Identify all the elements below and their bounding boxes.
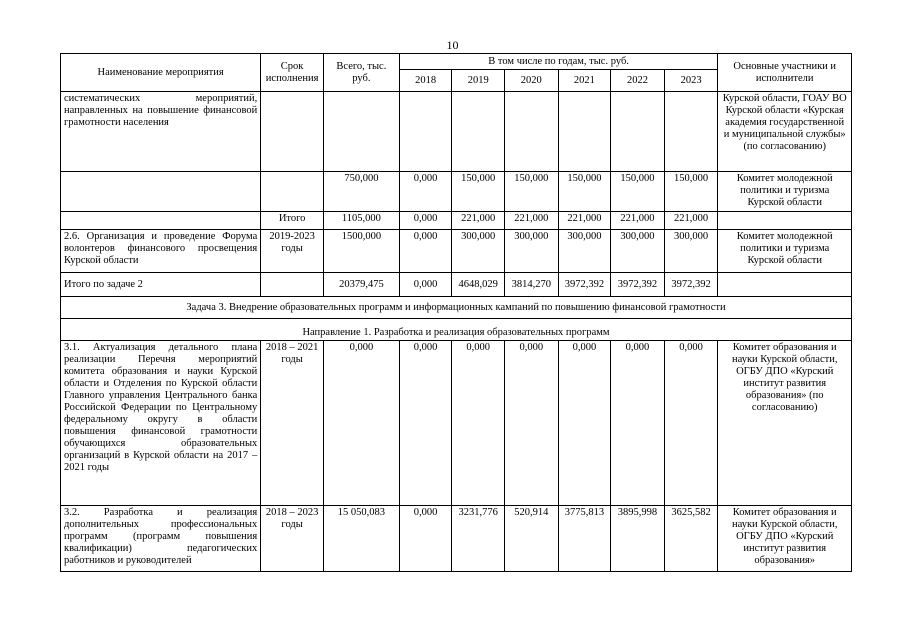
table-row [61, 230, 852, 273]
participants: Комитет образования и науки Курской области, ОГБУ ДПО «Курский институт развития образования» (по согласованию) [718, 341, 852, 506]
table-row [61, 172, 852, 212]
header-total: Всего, тыс. руб. [323, 54, 399, 92]
year-value: 0,000 [611, 341, 665, 506]
year-value: 0,000 [399, 172, 452, 212]
year-value: 221,000 [664, 212, 718, 230]
year-value: 150,000 [558, 172, 611, 212]
year-value: 3814,270 [504, 273, 558, 297]
header-year: 2020 [504, 70, 558, 92]
total-value: 0,000 [323, 341, 399, 506]
year-value: 0,000 [558, 341, 611, 506]
header-year: 2023 [664, 70, 718, 92]
measure-name: 3.1. Актуализация детального плана реализации Перечня мероприятий комитета образования и науки Курской области и Отделения по Курской области Главного управления Центрального банка Российской Федерации по Центральному федеральному округу в области повышения финансовой грамотности обучающихся образовательных организаций в Курской области на 2017 – 2021 годы [61, 341, 261, 506]
term: 2018 – 2023 годы [261, 506, 324, 572]
year-value: 0,000 [399, 341, 452, 506]
year-value: 3895,998 [611, 506, 665, 572]
measure-name: систематических мероприятий, направленных на повышение финансовой грамотности населения [61, 92, 261, 172]
header-name: Наименование мероприятия [61, 54, 261, 92]
table-row [61, 92, 852, 172]
year-value: 150,000 [611, 172, 665, 212]
year-value: 3625,582 [664, 506, 718, 572]
total-value: 15 050,083 [323, 506, 399, 572]
task-heading: Задача 3. Внедрение образовательных программ и информационных кампаний по повышению финансовой грамотности [61, 297, 852, 319]
year-value: 221,000 [504, 212, 558, 230]
term: Итого [261, 212, 324, 230]
measure-name: 2.6. Организация и проведение Форума волонтеров финансового просвещения Курской области [61, 230, 261, 273]
year-value: 3972,392 [558, 273, 611, 297]
year-value: 3231,776 [452, 506, 505, 572]
year-value: 300,000 [611, 230, 665, 273]
participants: Курской области, ГОАУ ВО Курской области «Курская академия государственной и муниципальной службы» (по согласованию) [718, 92, 852, 172]
year-value: 300,000 [664, 230, 718, 273]
term: 2018 – 2021 годы [261, 341, 324, 506]
program-table [60, 53, 852, 572]
measure-name: 3.2. Разработка и реализация дополнительных профессиональных программ (программ повышения квалификации) педагогических работников и руководителей [61, 506, 261, 572]
table-row [61, 341, 852, 506]
participants: Комитет молодежной политики и туризма Курской области [718, 230, 852, 273]
year-value: 0,000 [664, 341, 718, 506]
header-year: 2021 [558, 70, 611, 92]
header-participants: Основные участники и исполнители [718, 54, 852, 92]
term: 2019-2023 годы [261, 230, 324, 273]
header-year: 2019 [452, 70, 505, 92]
total-value: 750,000 [323, 172, 399, 212]
total-value: 1500,000 [323, 230, 399, 273]
year-value: 3972,392 [611, 273, 665, 297]
table-row [61, 212, 852, 230]
year-value: 4648,029 [452, 273, 505, 297]
year-value: 3775,813 [558, 506, 611, 572]
year-value: 520,914 [504, 506, 558, 572]
table-row [61, 273, 852, 297]
year-value: 221,000 [558, 212, 611, 230]
section-row [61, 297, 852, 319]
measure-name: Итого по задаче 2 [61, 273, 261, 297]
year-value: 0,000 [452, 341, 505, 506]
header-years-group: В том числе по годам, тыс. руб. [399, 54, 718, 70]
total-value: 20379,475 [323, 273, 399, 297]
year-value: 0,000 [504, 341, 558, 506]
year-value: 221,000 [452, 212, 505, 230]
year-value: 150,000 [504, 172, 558, 212]
year-value: 300,000 [558, 230, 611, 273]
total-value: 1105,000 [323, 212, 399, 230]
year-value: 150,000 [452, 172, 505, 212]
participants: Комитет молодежной политики и туризма Курской области [718, 172, 852, 212]
year-value: 150,000 [664, 172, 718, 212]
header-term: Срок исполнения [261, 54, 324, 92]
year-value: 221,000 [611, 212, 665, 230]
year-value: 0,000 [399, 506, 452, 572]
header-year: 2022 [611, 70, 665, 92]
year-value: 3972,392 [664, 273, 718, 297]
year-value: 0,000 [399, 273, 452, 297]
table-row [61, 506, 852, 572]
year-value: 300,000 [504, 230, 558, 273]
participants: Комитет образования и науки Курской области, ОГБУ ДПО «Курский институт развития образования» [718, 506, 852, 572]
page-number: 10 [446, 38, 459, 52]
year-value: 0,000 [399, 230, 452, 273]
year-value: 0,000 [399, 212, 452, 230]
direction-heading: Направление 1. Разработка и реализация образовательных программ [61, 319, 852, 341]
section-row [61, 319, 852, 341]
header-year: 2018 [399, 70, 452, 92]
year-value: 300,000 [452, 230, 505, 273]
